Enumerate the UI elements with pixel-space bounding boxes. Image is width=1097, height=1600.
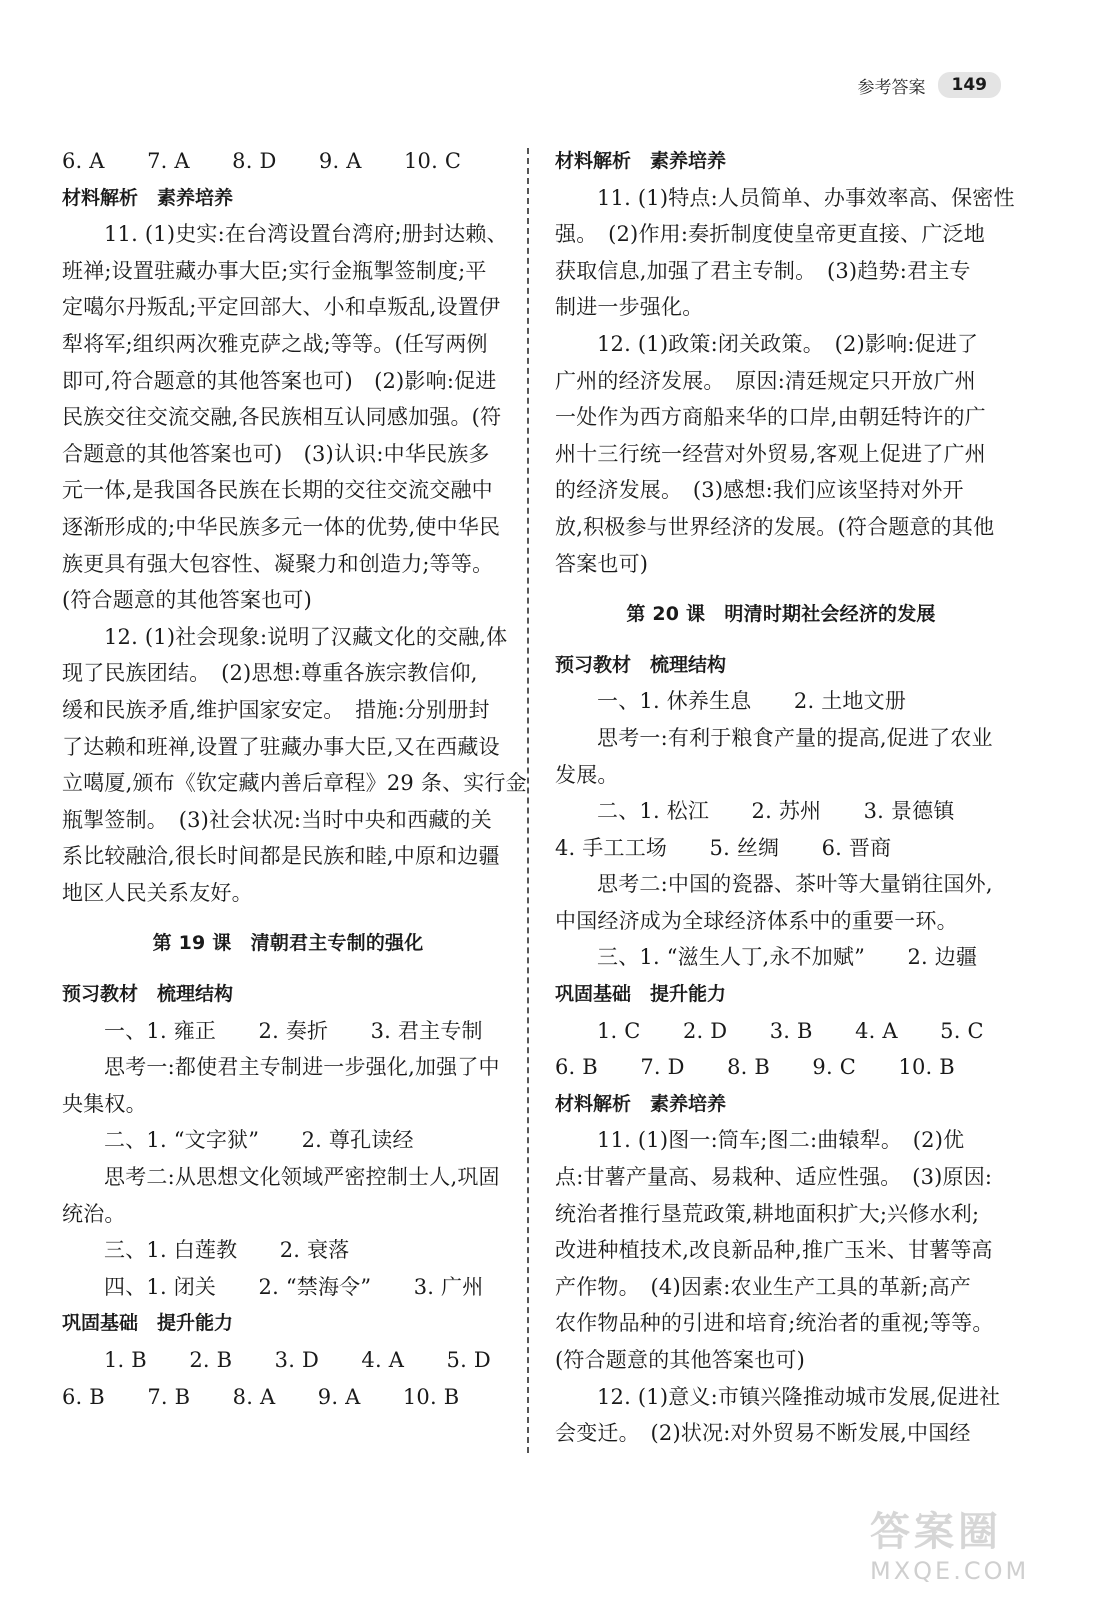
- text-line: 定噶尔丹叛乱;平定回部大、小和卓叛乱,设置伊: [62, 295, 501, 320]
- watermark-main: 答案圈: [870, 1509, 1002, 1555]
- text-line: 的经济发展。 (3)感想:我们应该坚持对外开: [555, 478, 964, 503]
- section-heading: 预习教材 梳理结构: [555, 653, 727, 676]
- section-heading: 巩固基础 提升能力: [62, 1312, 234, 1335]
- text-line: 1. B 2. B 3. D 4. A 5. D: [104, 1348, 491, 1372]
- text-line: 答案也可): [555, 551, 649, 576]
- text-line: 元一体,是我国各民族在长期的交往交流交融中: [62, 478, 493, 503]
- text-line: 统治。: [62, 1201, 126, 1226]
- section-heading: 预习教材 梳理结构: [62, 983, 234, 1006]
- text-line: 广州的经济发展。 原因:清廷规定只开放广州: [555, 368, 976, 393]
- lesson-title: 第 20 课 明清时期社会经济的发展: [626, 603, 936, 626]
- header-label: 参考答案: [857, 77, 926, 98]
- text-line: 思考二:中国的瓷器、茶叶等大量销往国外,: [597, 872, 993, 897]
- text-line: 1. C 2. D 3. B 4. A 5. C: [597, 1018, 984, 1043]
- text-line: 思考二:从思想文化领域严密控制士人,巩固: [104, 1165, 500, 1190]
- watermark-logo: [870, 1500, 1085, 1595]
- text-line: 即可,符合题意的其他答案也可) (2)影响:促进: [62, 368, 497, 393]
- page-number: 149: [938, 72, 1002, 98]
- text-line: 4. 手工工场 5. 丝绸 6. 晋商: [555, 835, 892, 860]
- text-line: 四、1. 闭关 2. “禁海令” 3. 广州: [104, 1274, 484, 1299]
- text-line: 强。 (2)作用:奏折制度使皇帝更直接、广泛地: [555, 222, 985, 247]
- text-line: 族更具有强大包容性、凝聚力和创造力;等等。: [62, 551, 494, 576]
- text-line: 6. B 7. D 8. B 9. C 10. B: [555, 1055, 955, 1080]
- text-line: 立噶厦,颁布《钦定藏内善后章程》29 条、实行金: [62, 771, 527, 796]
- text-line: 统治者推行垦荒政策,耕地面积扩大;兴修水利;: [555, 1201, 980, 1226]
- text-line: 班禅;设置驻藏办事大臣;实行金瓶掣签制度;平: [62, 258, 487, 283]
- section-heading: 材料解析 素养培养: [555, 150, 727, 172]
- column-divider: [527, 148, 529, 1453]
- text-line: 中国经济成为全球经济体系中的重要一环。: [555, 908, 958, 933]
- text-line: 央集权。: [62, 1091, 147, 1116]
- text-line: 三、1. 白莲教 2. 衰落: [104, 1238, 350, 1263]
- text-line: 一处作为西方商船来华的口岸,由朝廷特许的广: [555, 405, 986, 430]
- text-line: 缓和民族矛盾,维护国家安定。 措施:分别册封: [62, 697, 490, 722]
- text-line: 一、1. 雍正 2. 奏折 3. 君主专制: [104, 1018, 483, 1043]
- text-line: 合题意的其他答案也可) (3)认识:中华民族多: [62, 441, 490, 466]
- left-column: [62, 143, 527, 1415]
- right-column: [555, 143, 1015, 1452]
- text-line: 6. A 7. A 8. D 9. A 10. C: [62, 149, 462, 173]
- text-line: 产作物。 (4)因素:农业生产工具的革新;高产: [555, 1274, 971, 1299]
- section-heading: 巩固基础 提升能力: [555, 983, 727, 1006]
- watermark-sub: MXQE.COM: [870, 1557, 1030, 1585]
- page-header: [858, 72, 1002, 98]
- text-line: 放,积极参与世界经济的发展。(符合题意的其他: [555, 514, 995, 539]
- text-line: 获取信息,加强了君主专制。 (3)趋势:君主专: [555, 258, 971, 283]
- text-line: 12. (1)意义:市镇兴隆推动城市发展,促进社: [597, 1384, 1001, 1409]
- text-line: 改进种植技术,改良新品种,推广玉米、甘薯等高: [555, 1238, 993, 1263]
- text-line: 6. B 7. B 8. A 9. A 10. B: [62, 1384, 460, 1409]
- text-line: 二、1. 松江 2. 苏州 3. 景德镇: [597, 799, 955, 824]
- text-line: 思考一:有利于粮食产量的提高,促进了农业: [597, 725, 993, 750]
- text-line: 民族交往交流交融,各民族相互认同感加强。(符: [62, 405, 502, 430]
- text-line: 系比较融洽,很长时间都是民族和睦,中原和边疆: [62, 844, 500, 869]
- section-heading: 材料解析 素养培养: [62, 186, 234, 209]
- text-line: 犁将军;组织两次雅克萨之战;等等。(任写两例: [62, 331, 488, 356]
- text-line: 州十三行统一经营对外贸易,客观上促进了广州: [555, 441, 986, 466]
- text-line: 一、1. 休养生息 2. 土地文册: [597, 689, 907, 714]
- text-line: (符合题意的其他答案也可): [555, 1348, 805, 1372]
- section-heading: 材料解析 素养培养: [555, 1092, 727, 1115]
- text-line: 三、1. “滋生人丁,永不加赋” 2. 边疆: [597, 945, 978, 970]
- text-line: 11. (1)特点:人员简单、办事效率高、保密性: [597, 185, 1015, 210]
- text-line: 瓶掣签制。 (3)社会状况:当时中央和西藏的关: [62, 807, 492, 832]
- text-line: 会变迁。 (2)状况:对外贸易不断发展,中国经: [555, 1421, 971, 1446]
- text-line: 12. (1)政策:闭关政策。 (2)影响:促进了: [597, 331, 979, 356]
- text-line: 思考一:都使君主专制进一步强化,加强了中: [104, 1055, 500, 1080]
- text-line: 现了民族团结。 (2)思想:尊重各族宗教信仰,: [62, 661, 478, 686]
- text-line: 11. (1)图一:筒车;图二:曲辕犁。 (2)优: [597, 1128, 965, 1153]
- text-line: 点:甘薯产量高、易栽种、适应性强。 (3)原因:: [555, 1165, 993, 1190]
- text-line: 了达赖和班禅,设置了驻藏办事大臣,又在西藏设: [62, 734, 500, 759]
- text-line: 11. (1)史实:在台湾设置台湾府;册封达赖、: [104, 222, 508, 247]
- lesson-title: 第 19 课 清朝君主专制的强化: [152, 932, 424, 955]
- text-line: 二、1. “文字狱” 2. 尊孔读经: [104, 1128, 414, 1153]
- text-line: 地区人民关系友好。: [62, 880, 253, 905]
- text-line: 农作物品种的引进和培育;统治者的重视;等等。: [555, 1311, 994, 1336]
- text-line: (符合题意的其他答案也可): [62, 588, 312, 613]
- text-line: 发展。: [555, 762, 619, 787]
- text-line: 12. (1)社会现象:说明了汉藏文化的交融,体: [104, 624, 508, 649]
- text-line: 制进一步强化。: [555, 295, 704, 320]
- text-line: 逐渐形成的;中华民族多元一体的优势,使中华民: [62, 514, 501, 539]
